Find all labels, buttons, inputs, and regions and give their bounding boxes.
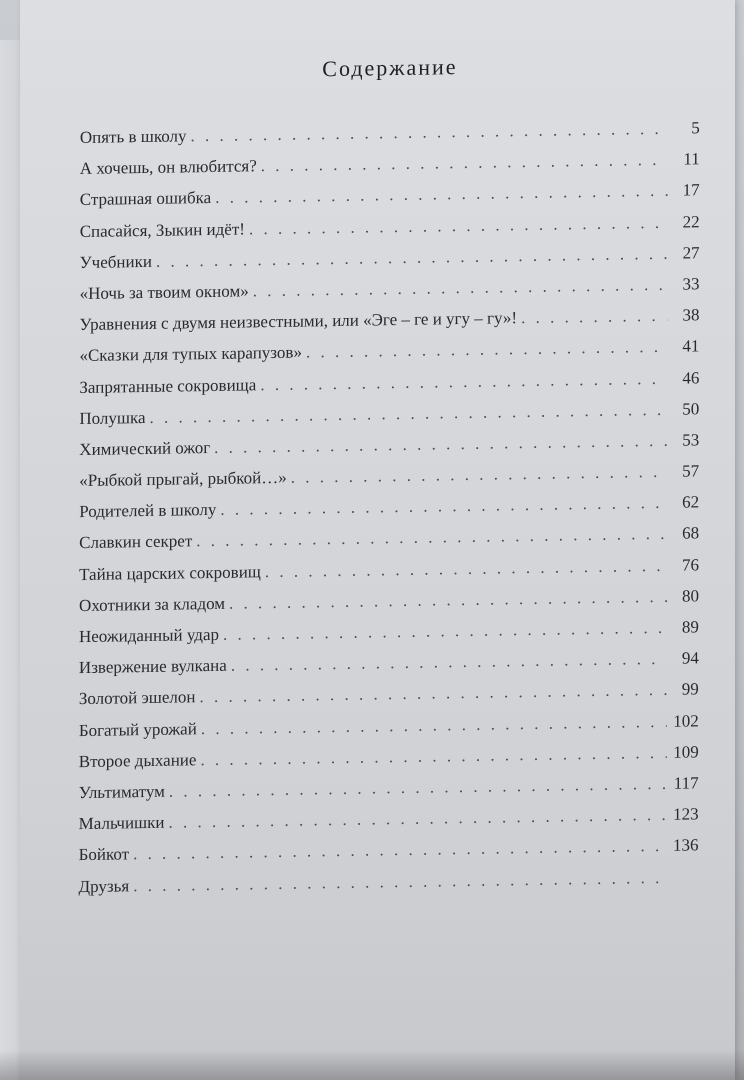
toc-entry-page-number: 117 [673, 773, 699, 793]
toc-entry-title: Родителей в школу [79, 500, 217, 522]
toc-entry-page-number: 17 [682, 180, 700, 200]
toc-entry-page-number: 68 [682, 523, 700, 544]
toc-entry-title: «Сказки для тупых карапузов» [79, 342, 302, 366]
toc-entry-page-number: 38 [682, 305, 700, 325]
toc-entry-page-number: 94 [681, 648, 699, 668]
toc-entry-page-number: 76 [682, 554, 700, 575]
toc-entry-title: Ультиматум [78, 781, 165, 803]
toc-entry-page-number: 80 [681, 586, 699, 606]
toc-entry-page-number: 123 [673, 804, 699, 824]
toc-entry-page-number: 22 [682, 211, 700, 232]
toc-entry-title: Извержение вулкана [78, 655, 227, 678]
toc-entry-title: Страшная ошибка [79, 188, 212, 210]
toc-entry-title: «Рыбкой прыгай, рыбкой…» [79, 467, 287, 491]
toc-entry-title: Славкин секрет [79, 531, 193, 553]
toc-entry-page-number: 27 [682, 243, 700, 263]
toc-entry-title: Богатый урожай [78, 718, 197, 740]
toc-entry-page-number: 11 [683, 149, 700, 169]
toc-entry-page-number: 99 [681, 679, 699, 700]
book-page [20, 0, 735, 1080]
toc-entry-page-number: 33 [682, 274, 700, 294]
toc-entry-page-number: 41 [682, 336, 700, 356]
toc-dot-leader [521, 300, 667, 334]
toc-entry-title: Бойкот [78, 844, 130, 865]
toc-entry-title: Охотники за кладом [79, 593, 226, 615]
toc-entry-title: Химический ожог [79, 437, 211, 459]
toc-entry-title: Друзья [78, 875, 130, 896]
toc-entry-page-number: 5 [691, 118, 700, 138]
toc-entry-title: Полушка [79, 407, 146, 428]
toc-entry-title: Второе дыхание [78, 750, 197, 771]
toc-entry-page-number [671, 830, 699, 862]
toc-entry-page-number: 102 [673, 710, 699, 731]
toc-entry-page-number: 89 [681, 617, 699, 637]
toc-entry-title: Запрятанные сокровища [79, 374, 257, 397]
toc-entry-page-number: 57 [682, 461, 700, 481]
toc-entry-title: Спасайся, Зыкин идёт! [79, 218, 245, 241]
page-bottom-shadow [0, 1050, 744, 1080]
toc-entry-title: Золотой эшелон [78, 687, 196, 709]
toc-entry-title: Неожиданный удар [78, 624, 220, 647]
toc-trailing-page-number: 136 [673, 835, 699, 856]
toc-entry-page-number: 109 [673, 742, 699, 762]
toc-entry-page-number: 46 [682, 367, 700, 388]
toc-entry-title: Уравнения с двумя неизвестными, или «Эге – ге и угу – гу»! [79, 308, 518, 335]
toc-entry-title: «Ночь за твоим окном» [79, 281, 249, 303]
toc-entry-page-number: 62 [682, 492, 700, 512]
toc-entry-title: А хочешь, он влюбится? [79, 156, 257, 179]
toc-entry-page-number: 53 [682, 430, 700, 450]
toc-entry-title: Учебники [79, 251, 152, 272]
toc-entry-title: Мальчишки [78, 812, 165, 834]
toc-entry-page-number: 50 [682, 399, 700, 419]
toc-entry-title: Опять в школу [79, 126, 187, 148]
toc-content [79, 50, 700, 902]
page-title: Содержание [322, 54, 458, 82]
previous-page-edge [0, 40, 22, 1080]
toc-entry-title: Тайна царских сокровищ [79, 561, 261, 584]
table-of-contents [79, 112, 700, 902]
